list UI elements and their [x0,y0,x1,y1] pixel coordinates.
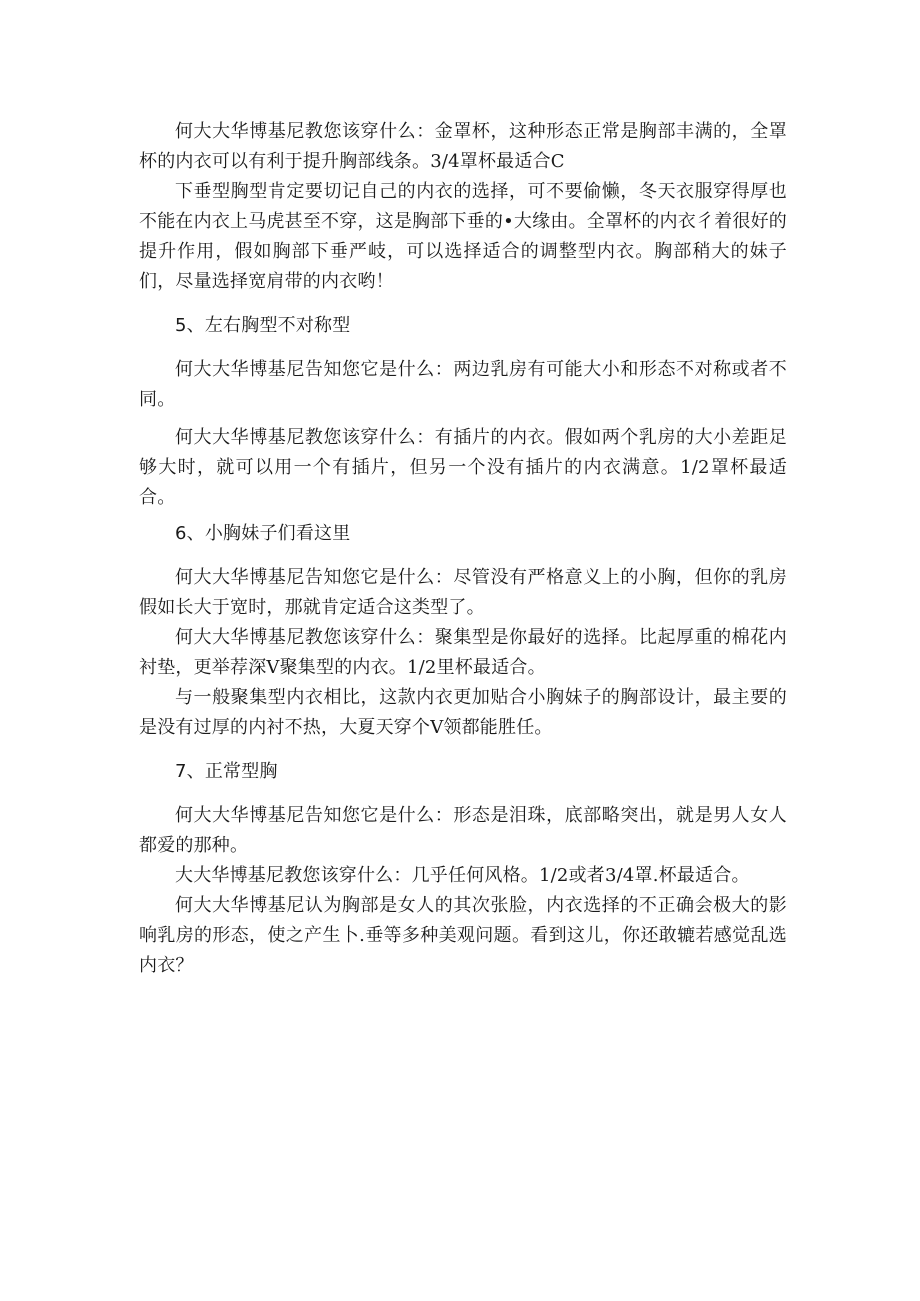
paragraph: 大大华博基尼教您该穿什么：几乎任何风格。1/2或者3/4罩.杯最适合。 [175,865,750,886]
section-heading: 6、小胸妹子们看这里 [175,523,351,544]
paragraph: 何大大华博基尼认为胸部是女人的其次张脸，内衣选择的不正确会极大的影响乳房的形态，使之产生卜.垂等多种美观问题。看到这儿，你还敢辘若感觉乱选内衣？ [139,895,787,976]
paragraph: 下垂型胸型肯定要切记自己的内衣的选择，可不要偷懒，冬天衣服穿得厚也不能在内衣上马虎甚至不穿，这是胸部下垂的•大缘由。全罩杯的内衣彳着很好的提升作用，假如胸部下垂严岐，可以选择适合的调整型内衣。胸部稍大的妹子们，尽量选择宽肩带的内衣哟！ [139,181,787,292]
paragraph: 与一般聚集型内衣相比，这款内衣更加贴合小胸妹子的胸部设计，最主要的是没有过厚的内衬不热，大夏天穿个V领都能胜任。 [139,687,787,738]
document-body [139,117,787,981]
paragraph: 何大大华博基尼告知您它是什么：两边乳房有可能大小和形态不对称或者不同。 [139,359,787,410]
paragraph: 何大大华博基尼教您该穿什么：金罩杯，这种形态正常是胸部丰满的，全罩杯的内衣可以有利于提升胸部线条。3/4罩杯最适合C [139,121,787,172]
section-heading: 7、正常型胸 [175,761,278,782]
paragraph: 何大大华博基尼告知您它是什么：形态是泪珠，底部略突出，就是男人女人都爱的那种。 [139,805,787,856]
paragraph: 何大大华博基尼告知您它是什么：尽管没有严格意义上的小胸，但你的乳房假如长大于宽时，那就肯定适合这类型了。 [139,567,787,618]
paragraph: 何大大华博基尼教您该穿什么：有插片的内衣。假如两个乳房的大小差距足够大时，就可以用一个有插片，但另一个没有插片的内衣满意。1/2罩杯最适合。 [139,427,787,508]
section-heading: 5、左右胸型不对称型 [175,315,351,336]
paragraph: 何大大华博基尼教您该穿什么：聚集型是你最好的选择。比起厚重的棉花内衬垫，更举荐深V聚集型的内衣。1/2里杯最适合。 [139,627,787,678]
